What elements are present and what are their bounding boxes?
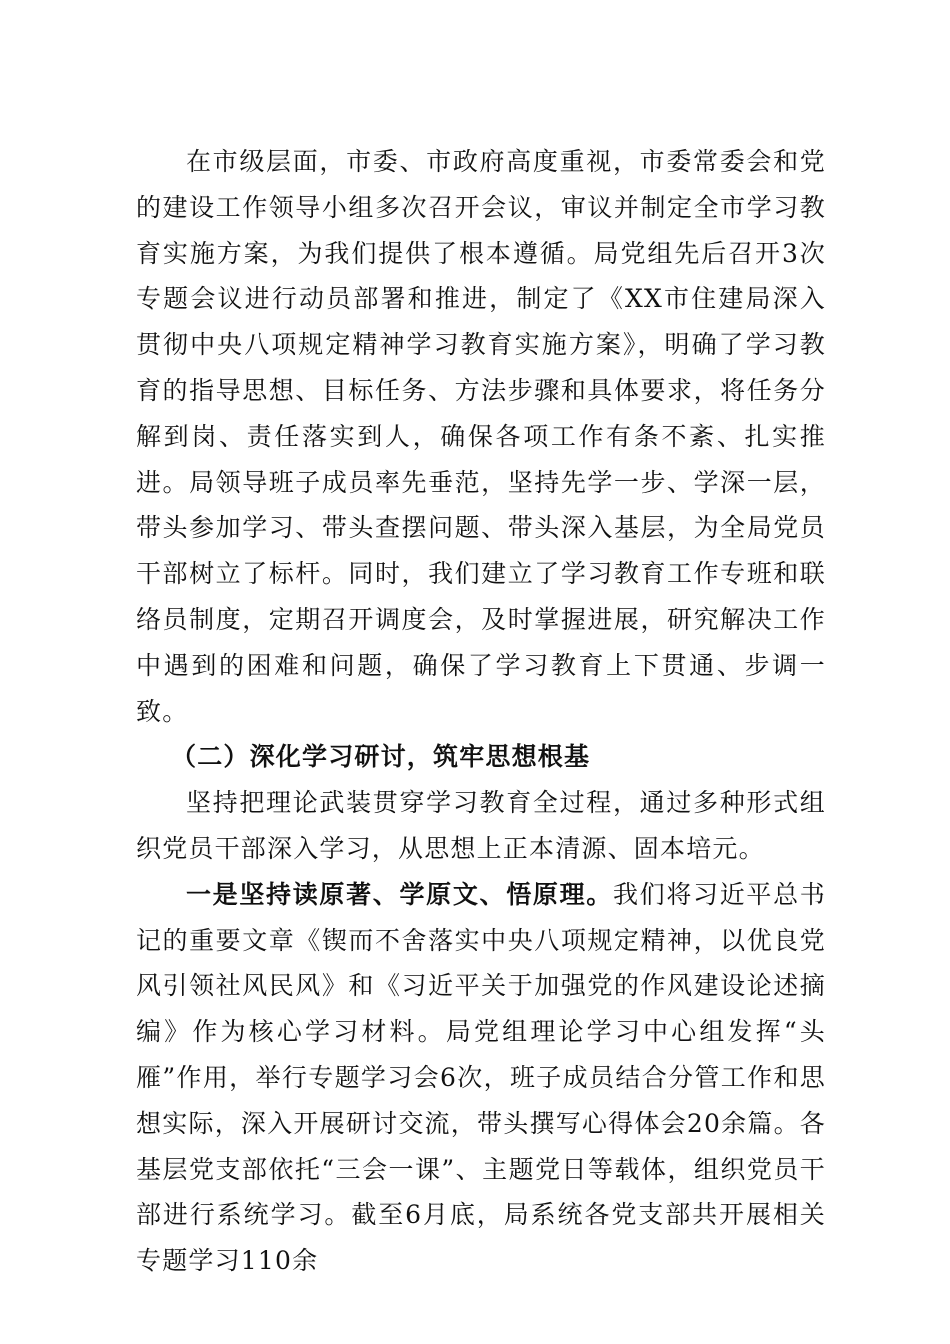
paragraph-city-level: 在市级层面，市委、市政府高度重视，市委常委会和党的建设工作领导小组多次召开会议，审议并制定全市学习教育实施方案，为我们提供了根本遵循。局党组先后召开3次专题会议进行动员部署和推进，制定了《XX市住建局深入贯彻中央八项规定精神学习教育实施方案》，明确了学习教育的指导思想、目标任务、方法步骤和具体要求，将任务分解到岗、责任落实到人，确保各项工作有条不紊、扎实推进。局领导班子成员率先垂范，坚持先学一步、学深一层，带头参加学习、带头查摆问题、带头深入基层，为全局党员干部树立了标杆。同时，我们建立了学习教育工作专班和联络员制度，定期召开调度会，及时掌握进展，研究解决工作中遇到的困难和问题，确保了学习教育上下贯通、步调一致。 (136, 147, 826, 726)
paragraph-lead-phrase: 一是坚持读原著、学原文、悟原理。 (186, 879, 613, 909)
section-heading-2: （二）深化学习研讨，筑牢思想根基 (171, 742, 591, 772)
paragraph-body-text: 我们将习近平总书记的重要文章《锲而不舍落实中央八项规定精神，以优良党风引领社风民风》和《习近平关于加强党的作风建设论述摘编》作为核心学习材料。局党组理论学习中心组发挥“头雁”作用，举行专题学习会6次，班子成员结合分管工作和思想实际，深入开展研讨交流，带头撰写心得体会20余篇。各基层党支部依托“三会一课”、主题党日等载体，组织党员干部进行系统学习。截至6月底，局系统各党支部共开展相关专题学习110余 (136, 879, 826, 1276)
paragraph-theory-study: 坚持把理论武装贯穿学习教育全过程，通过多种形式组织党员干部深入学习，从思想上正本清源、固本培元。 (136, 788, 826, 863)
document-body (136, 139, 826, 1284)
paragraph-read-originals (136, 872, 826, 1284)
